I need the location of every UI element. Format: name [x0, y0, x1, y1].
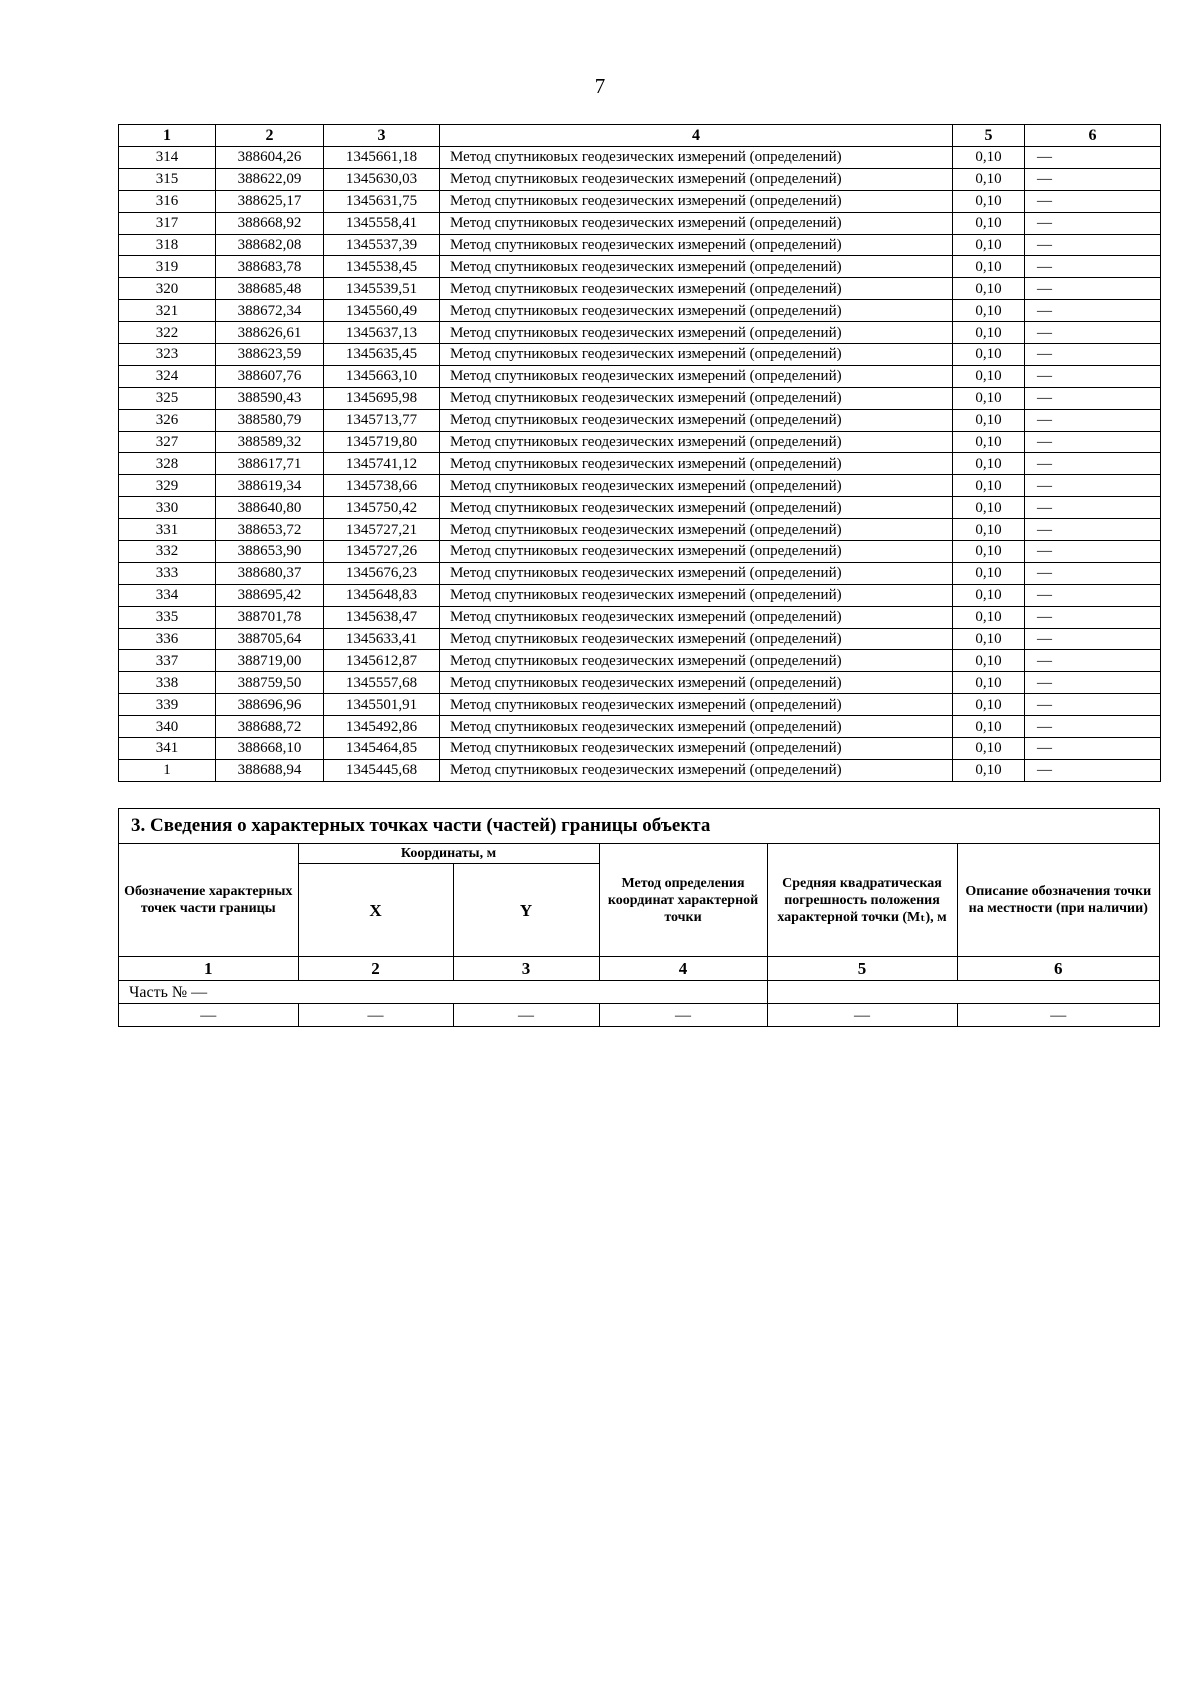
x-coordinate-cell: 388622,09 [216, 168, 324, 190]
point-number-cell: 327 [119, 431, 216, 453]
point-number-cell: 318 [119, 234, 216, 256]
column-number: 3 [453, 957, 599, 981]
accuracy-cell: 0,10 [953, 278, 1025, 300]
point-number-cell: 319 [119, 256, 216, 278]
accuracy-cell: 0,10 [953, 716, 1025, 738]
method-cell: Метод спутниковых геодезических измерений (определений) [440, 694, 953, 716]
point-number-cell: 331 [119, 519, 216, 541]
table-row [119, 453, 1161, 475]
x-coordinate-cell: 388705,64 [216, 628, 324, 650]
description-cell: — [1025, 365, 1161, 387]
method-cell: Метод спутниковых геодезических измерений (определений) [440, 475, 953, 497]
x-coordinate-cell: 388680,37 [216, 562, 324, 584]
section-title: 3. Сведения о характерных точках части (частей) границы объекта [119, 809, 1159, 844]
accuracy-cell: 0,10 [953, 409, 1025, 431]
point-number-cell: 341 [119, 738, 216, 760]
accuracy-cell: 0,10 [953, 300, 1025, 322]
description-cell: — [1025, 562, 1161, 584]
description-cell: — [1025, 584, 1161, 606]
description-cell: — [1025, 650, 1161, 672]
description-cell: — [1025, 322, 1161, 344]
y-coordinate-cell: 1345695,98 [324, 387, 440, 409]
method-cell: Метод спутниковых геодезических измерений (определений) [440, 584, 953, 606]
dash-cell: — [453, 1004, 599, 1027]
x-coordinate-cell: 388653,72 [216, 519, 324, 541]
method-cell: Метод спутниковых геодезических измерений (определений) [440, 344, 953, 366]
y-coordinate-cell: 1345538,45 [324, 256, 440, 278]
accuracy-cell: 0,10 [953, 606, 1025, 628]
point-number-cell: 339 [119, 694, 216, 716]
table-row [119, 300, 1161, 322]
table-row [119, 344, 1161, 366]
accuracy-cell: 0,10 [953, 453, 1025, 475]
y-coordinate-cell: 1345612,87 [324, 650, 440, 672]
point-number-cell: 332 [119, 541, 216, 563]
y-coordinate-cell: 1345719,80 [324, 431, 440, 453]
y-coordinate-cell: 1345638,47 [324, 606, 440, 628]
table-row [119, 562, 1161, 584]
column-number: 2 [216, 125, 324, 147]
table-row [119, 409, 1161, 431]
x-coordinate-cell: 388683,78 [216, 256, 324, 278]
x-coordinate-cell: 388625,17 [216, 190, 324, 212]
y-coordinate-cell: 1345501,91 [324, 694, 440, 716]
table-row [119, 234, 1161, 256]
x-coordinate-cell: 388653,90 [216, 541, 324, 563]
method-cell: Метод спутниковых геодезических измерений (определений) [440, 519, 953, 541]
dash-cell: — [298, 1004, 453, 1027]
table-row [119, 475, 1161, 497]
description-cell: — [1025, 497, 1161, 519]
y-coordinate-cell: 1345648,83 [324, 584, 440, 606]
method-cell: Метод спутниковых геодезических измерений (определений) [440, 365, 953, 387]
method-cell: Метод спутниковых геодезических измерений (определений) [440, 431, 953, 453]
accuracy-cell: 0,10 [953, 168, 1025, 190]
point-number-cell: 326 [119, 409, 216, 431]
x-coordinate-cell: 388701,78 [216, 606, 324, 628]
table-row [119, 606, 1161, 628]
method-cell: Метод спутниковых геодезических измерений (определений) [440, 606, 953, 628]
x-coordinate-cell: 388589,32 [216, 431, 324, 453]
method-cell: Метод спутниковых геодезических измерений (определений) [440, 387, 953, 409]
y-coordinate-cell: 1345557,68 [324, 672, 440, 694]
y-coordinate-cell: 1345539,51 [324, 278, 440, 300]
table-row [119, 759, 1161, 781]
table-row [119, 519, 1161, 541]
method-cell: Метод спутниковых геодезических измерений (определений) [440, 497, 953, 519]
column-number: 4 [599, 957, 767, 981]
accuracy-cell: 0,10 [953, 672, 1025, 694]
column-number: 2 [298, 957, 453, 981]
table-row [119, 365, 1161, 387]
method-header: Метод определения координат характерной точки [599, 844, 767, 957]
y-coordinate-cell: 1345738,66 [324, 475, 440, 497]
description-cell: — [1025, 212, 1161, 234]
accuracy-cell: 0,10 [953, 562, 1025, 584]
table-row [119, 738, 1161, 760]
accuracy-cell: 0,10 [953, 519, 1025, 541]
description-cell: — [1025, 409, 1161, 431]
column-number: 4 [440, 125, 953, 147]
method-cell: Метод спутниковых геодезических измерений (определений) [440, 234, 953, 256]
column-number-row [119, 957, 1159, 981]
accuracy-cell: 0,10 [953, 256, 1025, 278]
method-cell: Метод спутниковых геодезических измерений (определений) [440, 453, 953, 475]
table-row [119, 190, 1161, 212]
x-header: X [298, 864, 453, 957]
point-number-cell: 315 [119, 168, 216, 190]
point-number-cell: 329 [119, 475, 216, 497]
part-label: Часть № — [119, 981, 767, 1004]
method-cell: Метод спутниковых геодезических измерений (определений) [440, 650, 953, 672]
y-coordinate-cell: 1345635,45 [324, 344, 440, 366]
table-row [119, 147, 1161, 169]
description-cell: — [1025, 694, 1161, 716]
accuracy-cell: 0,10 [953, 497, 1025, 519]
accuracy-cell: 0,10 [953, 365, 1025, 387]
y-coordinate-cell: 1345637,13 [324, 322, 440, 344]
x-coordinate-cell: 388623,59 [216, 344, 324, 366]
accuracy-cell: 0,10 [953, 344, 1025, 366]
dash-cell: — [957, 1004, 1159, 1027]
description-cell: — [1025, 519, 1161, 541]
table-row [119, 716, 1161, 738]
method-cell: Метод спутниковых геодезических измерений (определений) [440, 759, 953, 781]
point-number-cell: 322 [119, 322, 216, 344]
y-coordinate-cell: 1345630,03 [324, 168, 440, 190]
x-coordinate-cell: 388668,92 [216, 212, 324, 234]
point-number-cell: 317 [119, 212, 216, 234]
error-header: Средняя квадратическая погрешность положения характерной точки (Mₜ), м [767, 844, 957, 957]
y-coordinate-cell: 1345445,68 [324, 759, 440, 781]
point-number-cell: 314 [119, 147, 216, 169]
part-label-row [119, 981, 1159, 1004]
accuracy-cell: 0,10 [953, 212, 1025, 234]
x-coordinate-cell: 388668,10 [216, 738, 324, 760]
dash-cell: — [599, 1004, 767, 1027]
description-cell: — [1025, 628, 1161, 650]
description-cell: — [1025, 431, 1161, 453]
x-coordinate-cell: 388759,50 [216, 672, 324, 694]
dash-row [119, 1004, 1159, 1027]
description-cell: — [1025, 278, 1161, 300]
column-number-row [119, 125, 1161, 147]
x-coordinate-cell: 388682,08 [216, 234, 324, 256]
x-coordinate-cell: 388688,72 [216, 716, 324, 738]
method-cell: Метод спутниковых геодезических измерений (определений) [440, 278, 953, 300]
table-row [119, 322, 1161, 344]
table-row [119, 650, 1161, 672]
x-coordinate-cell: 388626,61 [216, 322, 324, 344]
section-3-part-boundary-points [118, 808, 1160, 1027]
point-number-cell: 338 [119, 672, 216, 694]
x-coordinate-cell: 388685,48 [216, 278, 324, 300]
y-coordinate-cell: 1345727,21 [324, 519, 440, 541]
y-coordinate-cell: 1345713,77 [324, 409, 440, 431]
description-cell: — [1025, 475, 1161, 497]
method-cell: Метод спутниковых геодезических измерений (определений) [440, 628, 953, 650]
point-number-cell: 330 [119, 497, 216, 519]
y-coordinate-cell: 1345537,39 [324, 234, 440, 256]
table-row [119, 541, 1161, 563]
column-number: 1 [119, 125, 216, 147]
coordinates-header: Координаты, м [298, 844, 599, 864]
page-number: 7 [594, 74, 606, 98]
description-cell: — [1025, 190, 1161, 212]
x-coordinate-cell: 388607,76 [216, 365, 324, 387]
method-cell: Метод спутниковых геодезических измерений (определений) [440, 147, 953, 169]
accuracy-cell: 0,10 [953, 234, 1025, 256]
point-number-cell: 334 [119, 584, 216, 606]
description-cell: — [1025, 453, 1161, 475]
point-number-cell: 320 [119, 278, 216, 300]
point-number-cell: 323 [119, 344, 216, 366]
method-cell: Метод спутниковых геодезических измерений (определений) [440, 541, 953, 563]
x-coordinate-cell: 388580,79 [216, 409, 324, 431]
y-coordinate-cell: 1345464,85 [324, 738, 440, 760]
column-number: 6 [1025, 125, 1161, 147]
x-coordinate-cell: 388617,71 [216, 453, 324, 475]
x-coordinate-cell: 388604,26 [216, 147, 324, 169]
part-label-empty [767, 981, 1159, 1004]
accuracy-cell: 0,10 [953, 584, 1025, 606]
method-cell: Метод спутниковых геодезических измерений (определений) [440, 168, 953, 190]
y-coordinate-cell: 1345631,75 [324, 190, 440, 212]
description-cell: — [1025, 759, 1161, 781]
point-number-cell: 325 [119, 387, 216, 409]
method-cell: Метод спутниковых геодезических измерений (определений) [440, 672, 953, 694]
point-number-cell: 321 [119, 300, 216, 322]
boundary-points-table [118, 124, 1161, 782]
x-coordinate-cell: 388688,94 [216, 759, 324, 781]
method-cell: Метод спутниковых геодезических измерений (определений) [440, 300, 953, 322]
x-coordinate-cell: 388695,42 [216, 584, 324, 606]
table-row [119, 584, 1161, 606]
y-coordinate-cell: 1345676,23 [324, 562, 440, 584]
column-number: 3 [324, 125, 440, 147]
accuracy-cell: 0,10 [953, 738, 1025, 760]
column-number: 6 [957, 957, 1159, 981]
method-cell: Метод спутниковых геодезических измерений (определений) [440, 738, 953, 760]
x-coordinate-cell: 388640,80 [216, 497, 324, 519]
accuracy-cell: 0,10 [953, 694, 1025, 716]
point-number-cell: 1 [119, 759, 216, 781]
method-cell: Метод спутниковых геодезических измерений (определений) [440, 212, 953, 234]
dash-cell: — [767, 1004, 957, 1027]
table-row [119, 256, 1161, 278]
method-cell: Метод спутниковых геодезических измерений (определений) [440, 716, 953, 738]
description-header: Описание обозначения точки на местности (при наличии) [957, 844, 1159, 957]
table-row [119, 628, 1161, 650]
table-row [119, 168, 1161, 190]
x-coordinate-cell: 388696,96 [216, 694, 324, 716]
boundary-points-body [119, 147, 1161, 782]
y-coordinate-cell: 1345492,86 [324, 716, 440, 738]
accuracy-cell: 0,10 [953, 541, 1025, 563]
point-number-cell: 333 [119, 562, 216, 584]
accuracy-cell: 0,10 [953, 387, 1025, 409]
point-number-cell: 340 [119, 716, 216, 738]
method-cell: Метод спутниковых геодезических измерений (определений) [440, 256, 953, 278]
table-row [119, 431, 1161, 453]
description-cell: — [1025, 606, 1161, 628]
accuracy-cell: 0,10 [953, 147, 1025, 169]
column-number: 1 [119, 957, 298, 981]
x-coordinate-cell: 388672,34 [216, 300, 324, 322]
designation-header: Обозначение характерных точек части границы [119, 844, 298, 957]
y-header: Y [453, 864, 599, 957]
table-row [119, 387, 1161, 409]
description-cell: — [1025, 234, 1161, 256]
accuracy-cell: 0,10 [953, 190, 1025, 212]
accuracy-cell: 0,10 [953, 628, 1025, 650]
dash-cell: — [119, 1004, 298, 1027]
x-coordinate-cell: 388590,43 [216, 387, 324, 409]
method-cell: Метод спутниковых геодезических измерений (определений) [440, 190, 953, 212]
y-coordinate-cell: 1345661,18 [324, 147, 440, 169]
point-number-cell: 335 [119, 606, 216, 628]
method-cell: Метод спутниковых геодезических измерений (определений) [440, 409, 953, 431]
y-coordinate-cell: 1345558,41 [324, 212, 440, 234]
accuracy-cell: 0,10 [953, 322, 1025, 344]
point-number-cell: 328 [119, 453, 216, 475]
point-number-cell: 324 [119, 365, 216, 387]
y-coordinate-cell: 1345741,12 [324, 453, 440, 475]
point-number-cell: 336 [119, 628, 216, 650]
part-boundary-points-table [119, 844, 1159, 1026]
y-coordinate-cell: 1345633,41 [324, 628, 440, 650]
column-number: 5 [953, 125, 1025, 147]
description-cell: — [1025, 256, 1161, 278]
table-row [119, 672, 1161, 694]
y-coordinate-cell: 1345663,10 [324, 365, 440, 387]
method-cell: Метод спутниковых геодезических измерений (определений) [440, 322, 953, 344]
description-cell: — [1025, 168, 1161, 190]
point-number-cell: 316 [119, 190, 216, 212]
description-cell: — [1025, 716, 1161, 738]
description-cell: — [1025, 300, 1161, 322]
accuracy-cell: 0,10 [953, 431, 1025, 453]
description-cell: — [1025, 672, 1161, 694]
accuracy-cell: 0,10 [953, 650, 1025, 672]
x-coordinate-cell: 388719,00 [216, 650, 324, 672]
table-row [119, 497, 1161, 519]
description-cell: — [1025, 147, 1161, 169]
table-row [119, 278, 1161, 300]
y-coordinate-cell: 1345750,42 [324, 497, 440, 519]
description-cell: — [1025, 738, 1161, 760]
table-row [119, 212, 1161, 234]
description-cell: — [1025, 344, 1161, 366]
table-row [119, 694, 1161, 716]
y-coordinate-cell: 1345560,49 [324, 300, 440, 322]
y-coordinate-cell: 1345727,26 [324, 541, 440, 563]
x-coordinate-cell: 388619,34 [216, 475, 324, 497]
point-number-cell: 337 [119, 650, 216, 672]
accuracy-cell: 0,10 [953, 759, 1025, 781]
accuracy-cell: 0,10 [953, 475, 1025, 497]
description-cell: — [1025, 541, 1161, 563]
column-number: 5 [767, 957, 957, 981]
method-cell: Метод спутниковых геодезических измерений (определений) [440, 562, 953, 584]
description-cell: — [1025, 387, 1161, 409]
